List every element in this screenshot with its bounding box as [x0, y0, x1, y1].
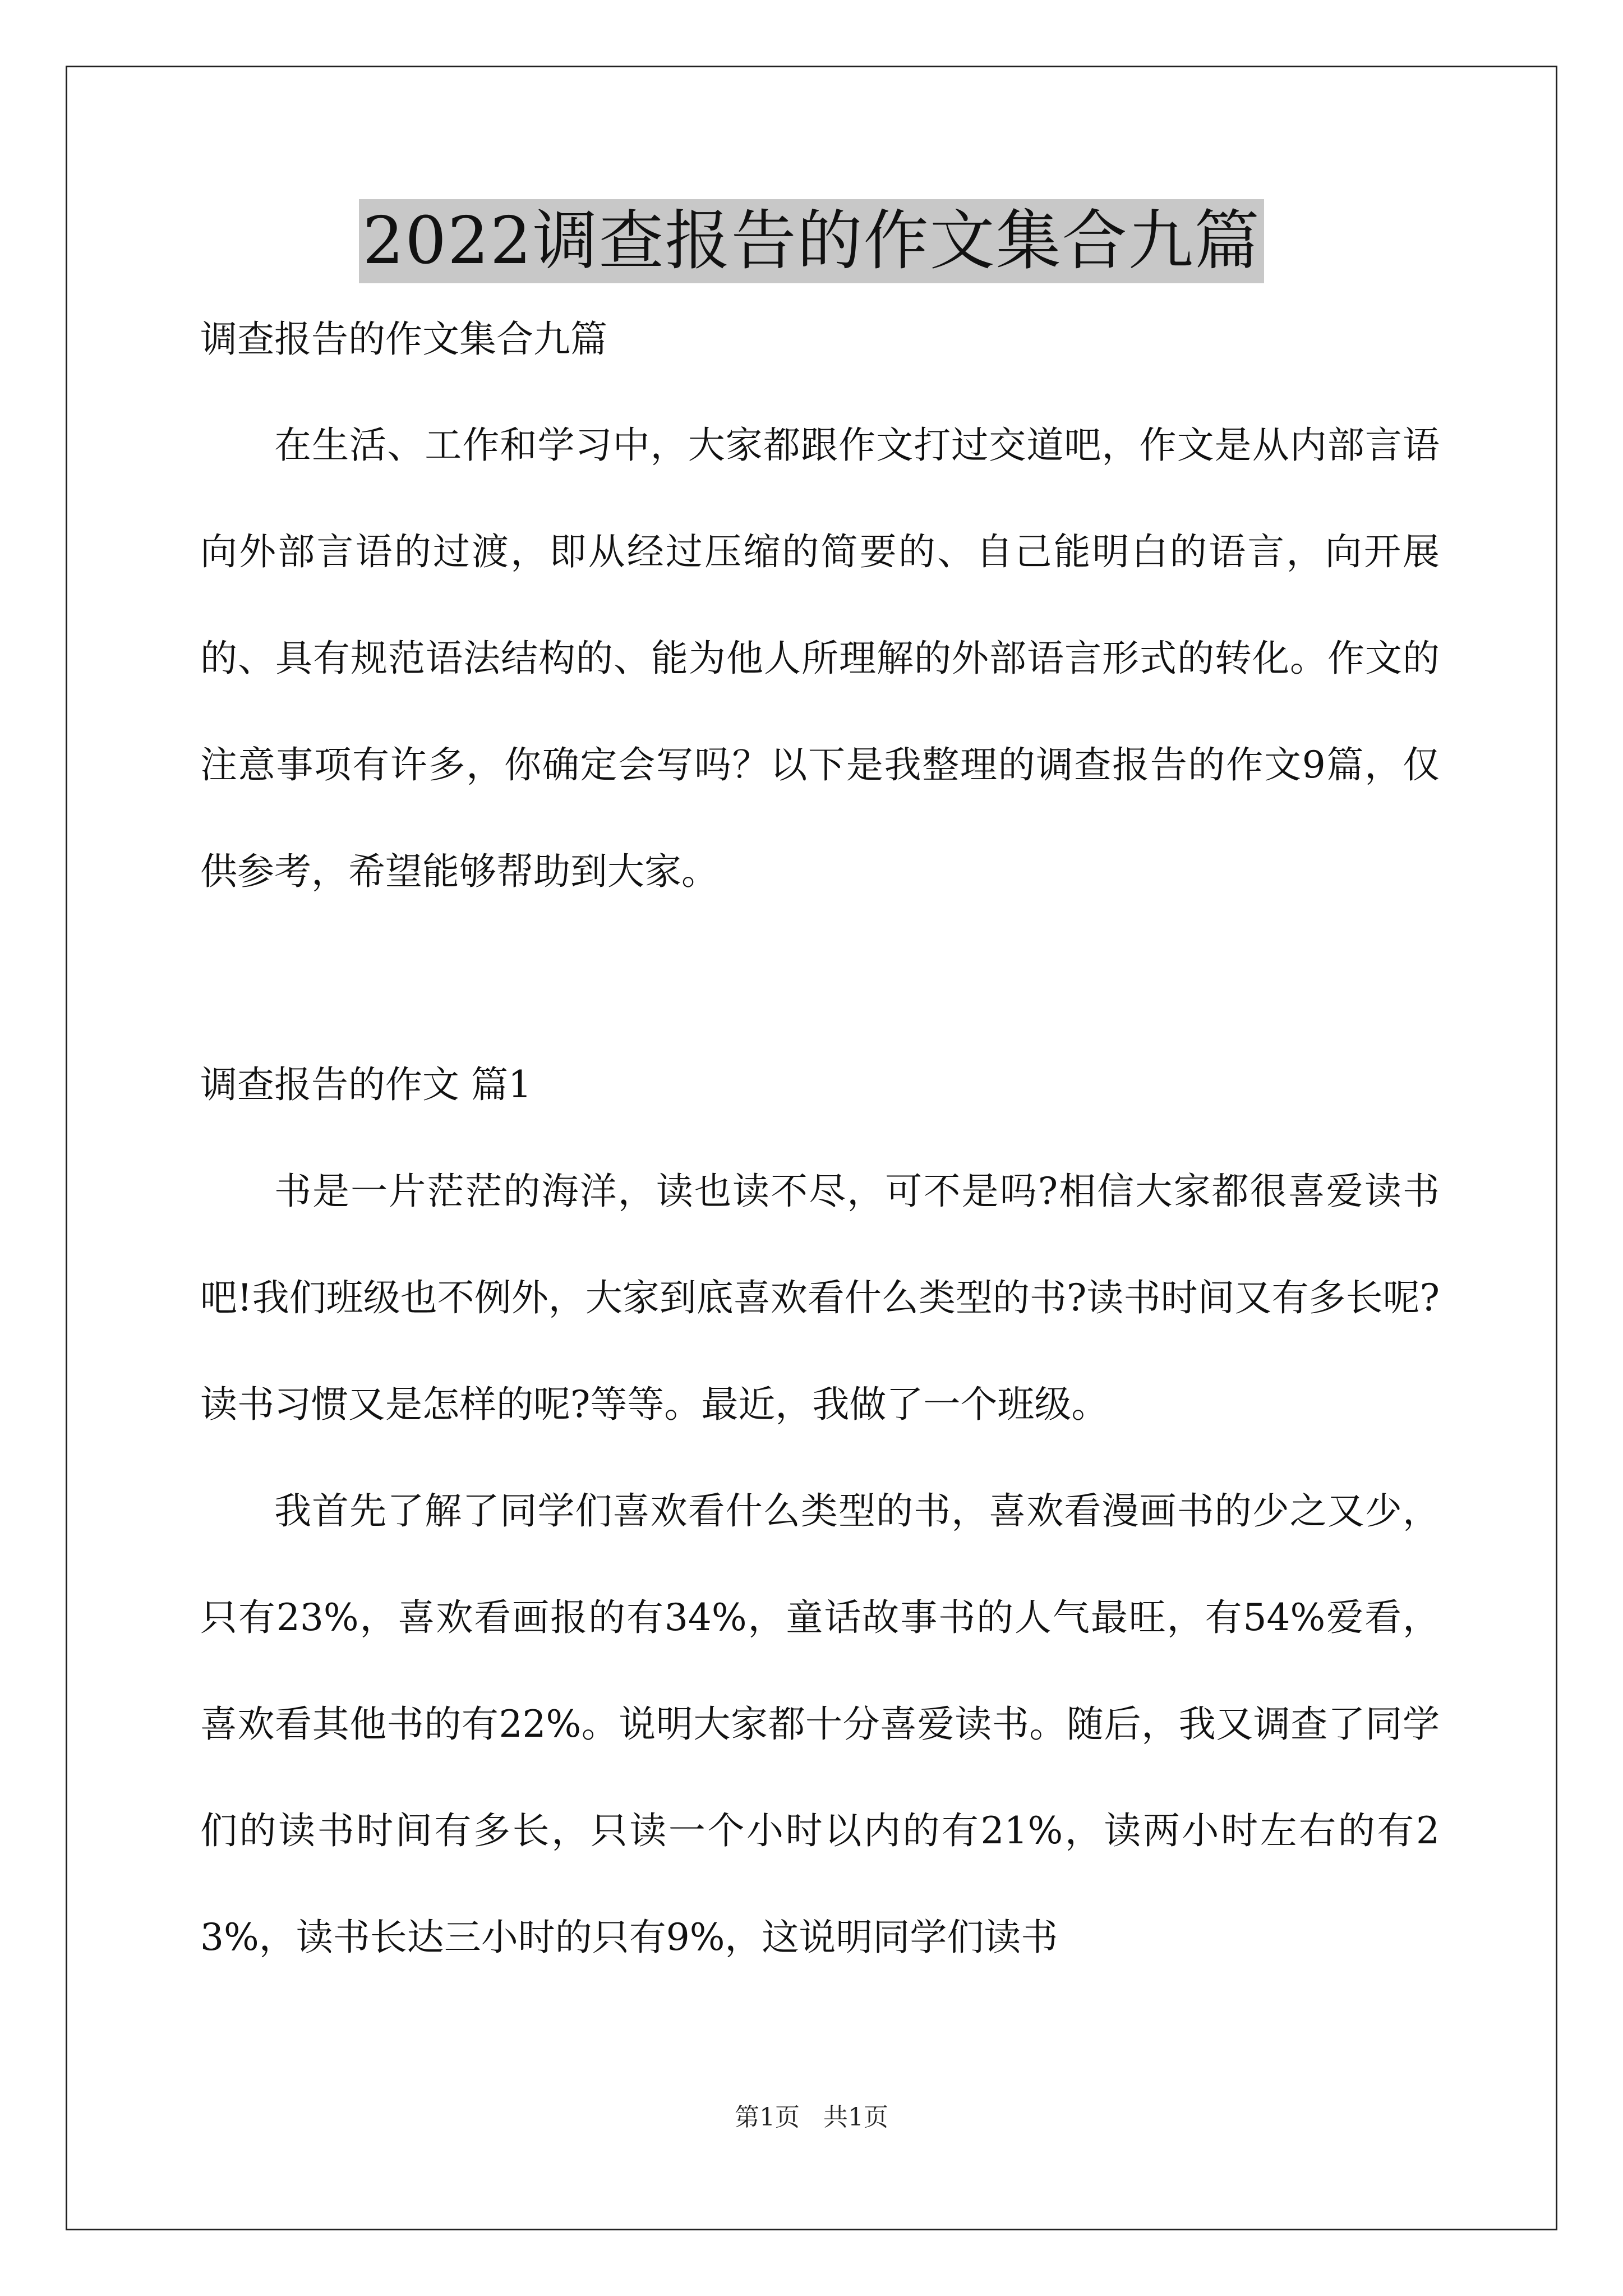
document-body	[200, 306, 1440, 1991]
document-title: 2022调查报告的作文集合九篇	[359, 199, 1264, 283]
title-container	[0, 199, 1623, 283]
intro-paragraph: 在生活、工作和学习中，大家都跟作文打过交道吧，作文是从内部言语向外部言语的过渡，即从经过压缩的简要的、自己能明白的语言，向开展的、具有规范语法结构的、能为他人所理解的外部语言形式的转化。作文的注意事项有许多，你确定会写吗？以下是我整理的调查报告的作文9篇，仅供参考，希望能够帮助到大家。	[200, 424, 1440, 893]
section-paragraph: 书是一片茫茫的海洋，读也读不尽，可不是吗?相信大家都很喜爱读书吧!我们班级也不例外，大家到底喜欢看什么类型的书?读书时间又有多长呢?读书习惯又是怎样的呢?等等。最近，我做了一个班级。	[200, 1170, 1440, 1426]
section-paragraph: 我首先了解了同学们喜欢看什么类型的书，喜欢看漫画书的少之又少，只有23%，喜欢看画报的有34%，童话故事书的人气最旺，有54%爱看，喜欢看其他书的有22%。说明大家都十分喜爱读书。随后，我又调查了同学们的读书时间有多长，只读一个小时以内的有21%，读两小时左右的有23%，读书长达三小时的只有9%，这说明同学们读书	[200, 1489, 1440, 1959]
page-footer: 第1页 共1页	[735, 2103, 888, 2132]
document-subtitle: 调查报告的作文集合九篇	[200, 318, 607, 361]
section-heading: 调查报告的作文 篇1	[200, 1063, 532, 1106]
